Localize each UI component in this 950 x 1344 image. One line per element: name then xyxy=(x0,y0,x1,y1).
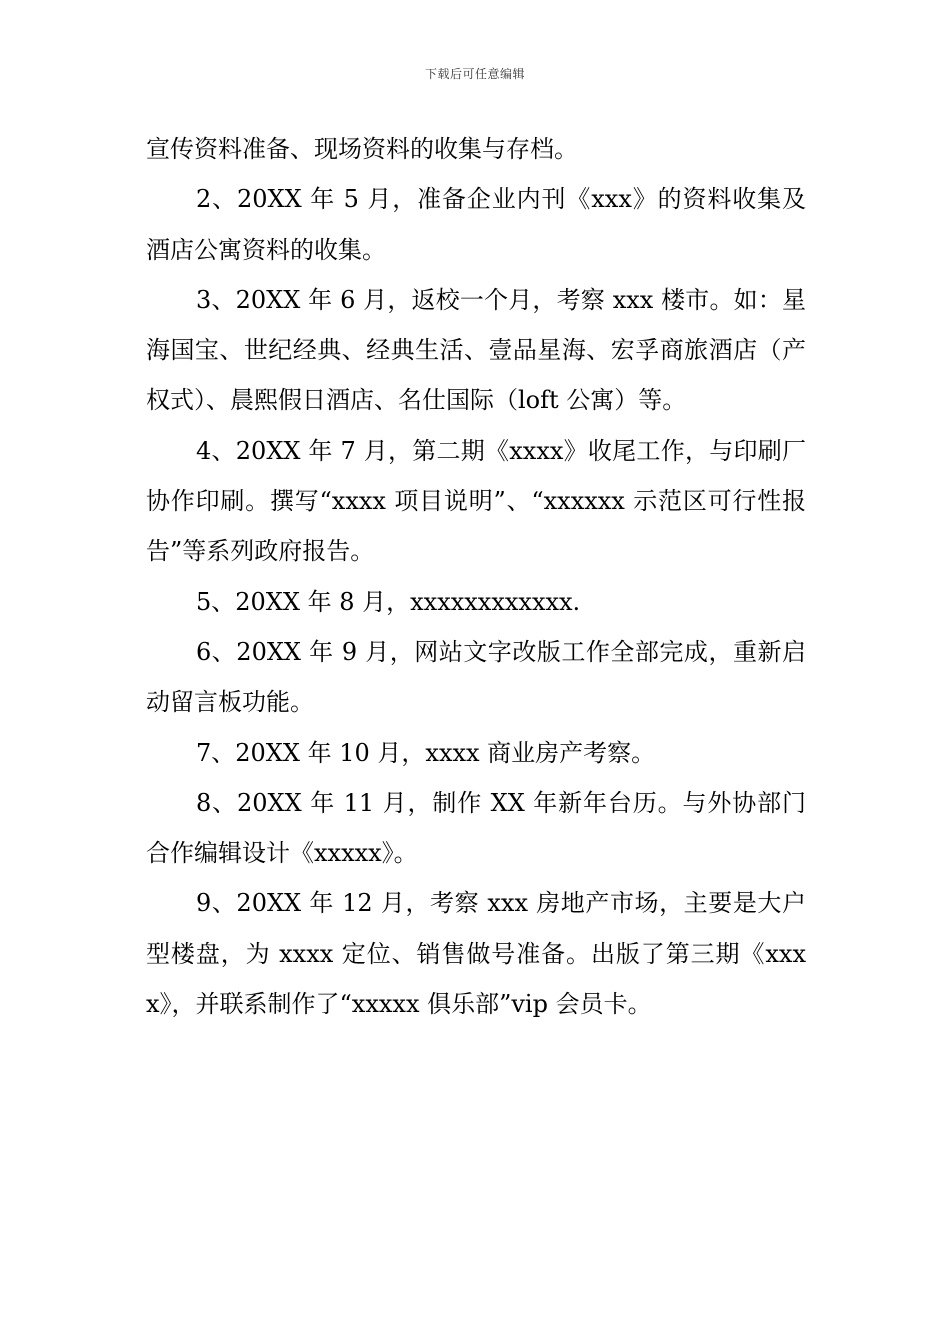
paragraph-continuation: 宣传资料准备、现场资料的收集与存档。 xyxy=(146,135,578,163)
paragraph-item-6: 6、20XX 年 9 月，网站文字改版工作全部完成，重新启动留言板功能。 xyxy=(146,637,806,717)
page-header: 下载后可任意编辑 xyxy=(424,67,525,81)
paragraph-item-9: 9、20XX 年 12 月，考察 xxx 房地产市场，主要是大户型楼盘，为 xxxx 定位、销售做号准备。出版了第三期《xxxx》，并联系制作了“xxxxx 俱乐部”vip 会员卡。 xyxy=(146,889,806,1019)
paragraph-item-7: 7、20XX 年 10 月，xxxx 商业房产考察。 xyxy=(196,738,656,767)
paragraph-item-3: 3、20XX 年 6 月，返校一个月，考察 xxx 楼市。如：星海国宝、世纪经典、经典生活、壹品星海、宏孚商旅酒店（产权式）、晨熙假日酒店、名仕国际（loft 公寓）等。 xyxy=(146,285,806,415)
paragraph-item-4: 4、20XX 年 7 月，第二期《xxxx》收尾工作，与印刷厂协作印刷。撰写“xxxx 项目说明”、“xxxxxx 示范区可行性报告”等系列政府报告。 xyxy=(146,436,806,566)
paragraph-item-8: 8、20XX 年 11 月，制作 XX 年新年台历。与外协部门合作编辑设计《xxxxx》。 xyxy=(146,788,806,868)
paragraph-item-2: 2、20XX 年 5 月，准备企业内刊《xxx》的资料收集及酒店公寓资料的收集。 xyxy=(146,185,806,264)
document-body xyxy=(146,124,806,1029)
paragraph-item-5: 5、20XX 年 8 月，xxxxxxxxxxxx. xyxy=(196,587,581,616)
